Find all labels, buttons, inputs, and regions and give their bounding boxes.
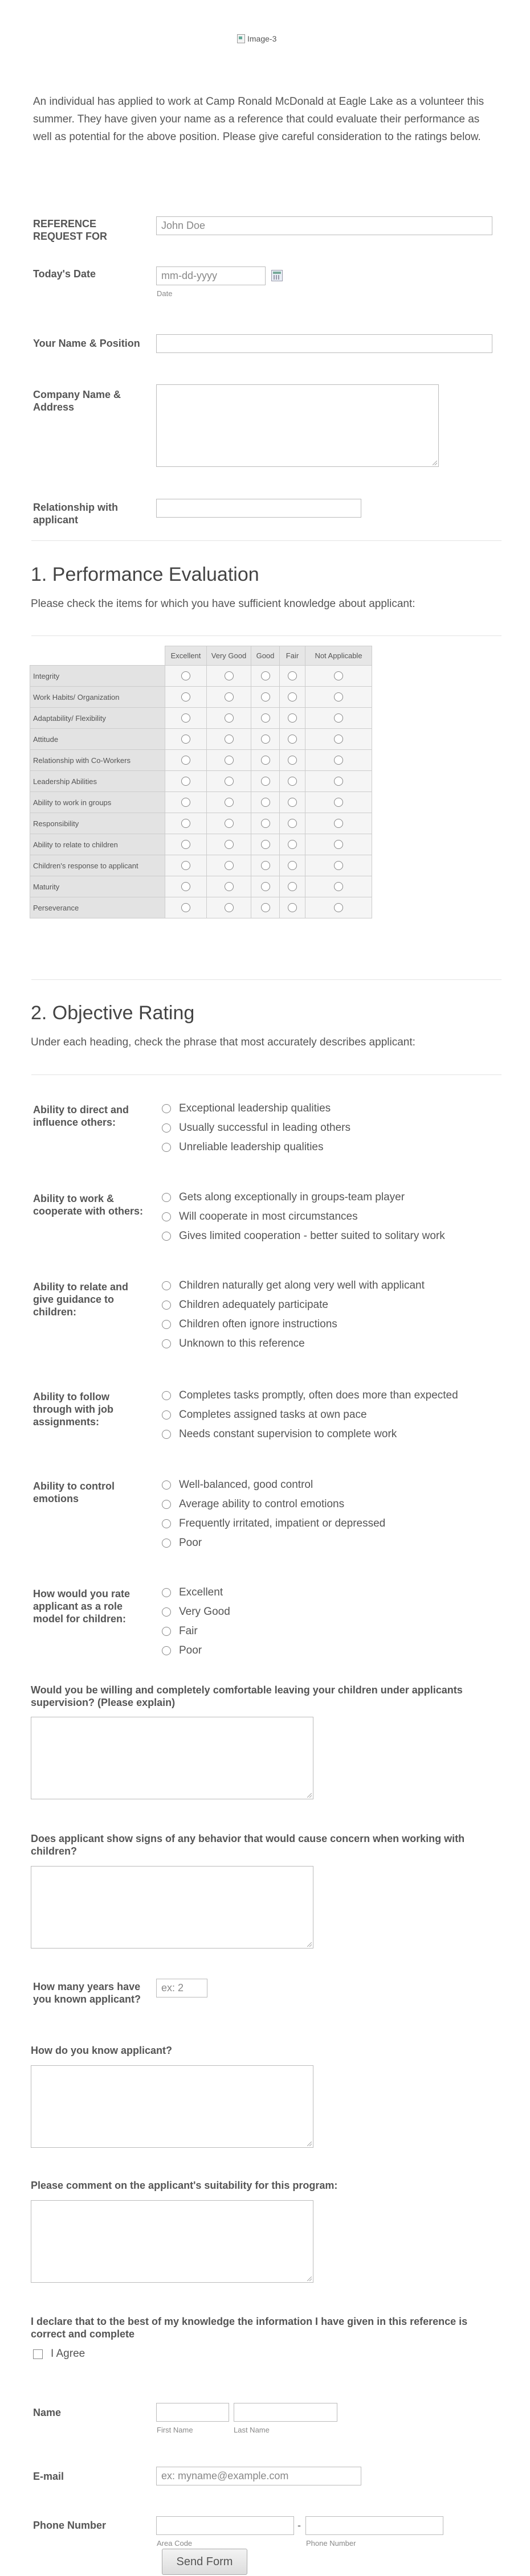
radio-button[interactable] (162, 1627, 171, 1636)
question-label: How would you rate applicant as a role model for children: (33, 1588, 131, 1625)
matrix-row (30, 729, 372, 750)
matrix-cell (207, 855, 251, 876)
radio-option-label: Unreliable leadership qualities (179, 1141, 324, 1153)
intro-text: An individual has applied to work at Camp Ronald McDonald at Eagle Lake as a volunteer this summer. They have given your name as a reference that could evaluate their performance as well as potential for the above position. Please give careful consideration to the ratings below. (33, 96, 484, 143)
divider (31, 635, 502, 636)
radio-button[interactable] (162, 1104, 171, 1113)
question-label: Ability to control emotions (33, 1480, 115, 1504)
section1-title: 1. Performance Evaluation (31, 564, 259, 585)
rating-radio[interactable] (288, 692, 297, 702)
radio-option[interactable] (162, 1099, 331, 1118)
supervision-textarea[interactable] (31, 1717, 313, 1799)
radio-option-label: Well-balanced, good control (179, 1478, 313, 1491)
matrix-cell (280, 813, 305, 834)
matrix-cell (165, 771, 207, 792)
matrix-cell (280, 834, 305, 855)
radio-option-label: Gives limited cooperation - better suited to solitary work (179, 1229, 445, 1242)
rating-radio[interactable] (181, 777, 190, 786)
rating-radio[interactable] (225, 777, 234, 786)
section2-desc: Under each heading, check the phrase that most accurately describes applicant: (31, 1036, 415, 1048)
matrix-row-label: Perseverance (30, 897, 165, 918)
matrix-cell (305, 834, 372, 855)
rating-radio[interactable] (334, 713, 343, 723)
send-form-button[interactable]: Send Form (162, 2549, 247, 2575)
rating-radio[interactable] (181, 882, 190, 891)
matrix-cell (165, 855, 207, 876)
matrix-row-label: Leadership Abilities (30, 771, 165, 792)
radio-button[interactable] (162, 1480, 171, 1490)
matrix-cell (207, 771, 251, 792)
radio-option[interactable] (162, 1495, 344, 1513)
agree-checkbox[interactable] (33, 2349, 43, 2359)
matrix-row (30, 813, 372, 834)
radio-button[interactable] (162, 1646, 171, 1655)
matrix-row-label: Ability to work in groups (30, 792, 165, 813)
radio-option-label: Children adequately participate (179, 1298, 328, 1311)
matrix-row (30, 666, 372, 687)
matrix-row-label: Attitude (30, 729, 165, 750)
matrix-cell (165, 729, 207, 750)
matrix-cell (251, 855, 280, 876)
matrix-row-label: Relationship with Co-Workers (30, 750, 165, 771)
area-code-sublabel: Area Code (157, 2539, 193, 2548)
radio-button[interactable] (162, 1539, 171, 1548)
radio-option[interactable] (162, 1405, 367, 1424)
radio-option-label: Unknown to this reference (179, 1337, 305, 1349)
matrix-cell (251, 813, 280, 834)
radio-button[interactable] (162, 1519, 171, 1528)
rating-radio[interactable] (261, 861, 270, 870)
matrix-row (30, 792, 372, 813)
relationship-input[interactable] (156, 499, 361, 518)
matrix-cell (305, 729, 372, 750)
matrix-cell (305, 750, 372, 771)
rating-radio[interactable] (288, 840, 297, 849)
area-code-input[interactable] (156, 2516, 294, 2535)
radio-option[interactable] (162, 1334, 305, 1353)
phone-dash: - (297, 2520, 301, 2531)
rating-radio[interactable] (334, 692, 343, 702)
matrix-cell (165, 750, 207, 771)
matrix-cell (280, 729, 305, 750)
matrix-column-header: Good (251, 646, 280, 666)
matrix-cell (165, 834, 207, 855)
years-label: How many years have you known applicant? (33, 1981, 141, 2005)
matrix-cell (280, 897, 305, 918)
matrix-cell (305, 813, 372, 834)
reference-label: REFERENCE REQUEST FOR (33, 218, 108, 242)
how-know-question: How do you know applicant? (31, 2045, 173, 2056)
first-name-input[interactable] (156, 2403, 229, 2422)
radio-option[interactable] (162, 1475, 313, 1494)
rating-radio[interactable] (225, 819, 234, 828)
how-know-textarea[interactable] (31, 2065, 313, 2148)
matrix-cell (280, 876, 305, 897)
broken-image-icon (237, 34, 245, 43)
radio-option[interactable] (162, 1641, 202, 1660)
rating-radio[interactable] (334, 756, 343, 765)
matrix-row-label: Adaptability/ Flexibility (30, 708, 165, 729)
radio-option[interactable] (162, 1514, 385, 1533)
rating-radio[interactable] (225, 713, 234, 723)
rating-radio[interactable] (181, 819, 190, 828)
company-label: Company Name & Address (33, 389, 121, 413)
matrix-cell (207, 792, 251, 813)
radio-button[interactable] (162, 1430, 171, 1439)
matrix-corner (30, 646, 165, 666)
concern-textarea[interactable] (31, 1866, 313, 1949)
rating-radio[interactable] (181, 671, 190, 680)
matrix-cell (207, 876, 251, 897)
radio-option[interactable] (162, 1386, 458, 1405)
matrix-column-header: Excellent (165, 646, 207, 666)
radio-option-label: Gets along exceptionally in groups-team player (179, 1191, 405, 1203)
radio-option[interactable] (162, 1227, 445, 1245)
rating-radio[interactable] (225, 840, 234, 849)
calendar-icon[interactable] (271, 270, 283, 281)
matrix-row-label: Integrity (30, 666, 165, 687)
rating-radio[interactable] (261, 713, 270, 723)
matrix-row-label: Work Habits/ Organization (30, 687, 165, 708)
agree-option[interactable] (33, 2348, 85, 2360)
matrix-cell (305, 792, 372, 813)
rating-radio[interactable] (181, 756, 190, 765)
rating-radio[interactable] (261, 735, 270, 744)
matrix-column-header: Not Applicable (305, 646, 372, 666)
matrix-cell (251, 729, 280, 750)
matrix-row-label: Children's response to applicant (30, 855, 165, 876)
radio-option[interactable] (162, 1207, 358, 1226)
matrix-cell (305, 666, 372, 687)
radio-button[interactable] (162, 1410, 171, 1420)
radio-button[interactable] (162, 1500, 171, 1509)
question-label: Ability to follow through with job assignments: (33, 1391, 113, 1428)
matrix-cell (207, 834, 251, 855)
matrix-cell (305, 708, 372, 729)
divider (31, 540, 502, 541)
matrix-cell (280, 855, 305, 876)
divider (31, 979, 502, 980)
rating-radio[interactable] (334, 882, 343, 891)
radio-button[interactable] (162, 1339, 171, 1348)
rating-radio[interactable] (225, 882, 234, 891)
suitability-question: Please comment on the applicant's suitability for this program: (31, 2180, 338, 2191)
matrix-cell (251, 666, 280, 687)
rating-radio[interactable] (181, 692, 190, 702)
matrix-column-header: Fair (280, 646, 305, 666)
matrix-cell (207, 666, 251, 687)
matrix-row-label: Ability to relate to children (30, 834, 165, 855)
rating-radio[interactable] (334, 840, 343, 849)
matrix-cell (305, 771, 372, 792)
rating-radio[interactable] (334, 798, 343, 807)
radio-button[interactable] (162, 1607, 171, 1617)
header-image-alt: Image-3 (247, 34, 277, 43)
matrix-cell (207, 687, 251, 708)
matrix-cell (251, 750, 280, 771)
radio-option-label: Completes tasks promptly, often does more than expected (179, 1389, 458, 1401)
name-label: Name (33, 2407, 62, 2418)
radio-option-label: Children often ignore instructions (179, 1318, 337, 1330)
declaration-text: I declare that to the best of my knowledge the information I have given in this reference is correct and complete (31, 2316, 468, 2340)
radio-button[interactable] (162, 1281, 171, 1290)
matrix-cell (165, 813, 207, 834)
radio-button[interactable] (162, 1320, 171, 1329)
rating-radio[interactable] (334, 777, 343, 786)
performance-matrix (30, 646, 372, 918)
matrix-row (30, 771, 372, 792)
rating-radio[interactable] (288, 735, 297, 744)
matrix-cell (280, 750, 305, 771)
matrix-cell (165, 666, 207, 687)
date-sublabel: Date (157, 289, 173, 298)
suitability-textarea[interactable] (31, 2200, 313, 2283)
matrix-row-label: Responsibility (30, 813, 165, 834)
rating-radio[interactable] (334, 903, 343, 912)
rating-radio[interactable] (288, 713, 297, 723)
matrix-cell (251, 834, 280, 855)
rating-radio[interactable] (225, 735, 234, 744)
matrix-cell (207, 708, 251, 729)
matrix-cell (207, 750, 251, 771)
rating-radio[interactable] (225, 861, 234, 870)
rating-radio[interactable] (288, 861, 297, 870)
rating-radio[interactable] (261, 671, 270, 680)
matrix-row-label: Maturity (30, 876, 165, 897)
rating-radio[interactable] (288, 671, 297, 680)
email-input[interactable]: ex: myname@example.com (156, 2467, 361, 2485)
rating-radio[interactable] (261, 756, 270, 765)
question-label: Ability to work & cooperate with others: (33, 1193, 144, 1217)
rating-radio[interactable] (225, 756, 234, 765)
rating-radio[interactable] (261, 882, 270, 891)
radio-option-label: Poor (179, 1536, 202, 1549)
rating-radio[interactable] (288, 819, 297, 828)
your-name-label: Your Name & Position (33, 338, 140, 349)
radio-option-label: Will cooperate in most circumstances (179, 1210, 358, 1223)
radio-option-label: Excellent (179, 1586, 223, 1598)
supervision-question: Would you be willing and completely comfortable leaving your children under applicants supervision? (Please explain) (31, 1684, 463, 1708)
matrix-cell (251, 897, 280, 918)
rating-radio[interactable] (181, 861, 190, 870)
rating-radio[interactable] (261, 903, 270, 912)
matrix-cell (165, 792, 207, 813)
phone-label: Phone Number (33, 2520, 107, 2531)
rating-radio[interactable] (261, 840, 270, 849)
radio-option[interactable] (162, 1622, 198, 1640)
rating-radio[interactable] (225, 903, 234, 912)
matrix-row (30, 855, 372, 876)
rating-radio[interactable] (288, 756, 297, 765)
radio-option-label: Fair (179, 1625, 198, 1637)
rating-radio[interactable] (181, 735, 190, 744)
matrix-cell (165, 687, 207, 708)
radio-option[interactable] (162, 1276, 425, 1295)
question-label: Ability to direct and influence others: (33, 1104, 129, 1128)
rating-radio[interactable] (225, 671, 234, 680)
rating-radio[interactable] (288, 903, 297, 912)
radio-option-label: Average ability to control emotions (179, 1498, 345, 1510)
radio-option[interactable] (162, 1583, 223, 1602)
rating-radio[interactable] (334, 861, 343, 870)
rating-radio[interactable] (261, 798, 270, 807)
radio-option-label: Children naturally get along very well with applicant (179, 1279, 425, 1291)
agree-label: I Agree (51, 2348, 85, 2360)
radio-button[interactable] (162, 1143, 171, 1152)
rating-radio[interactable] (334, 735, 343, 744)
matrix-row (30, 897, 372, 918)
radio-option-label: Poor (179, 1644, 202, 1656)
matrix-column-header: Very Good (207, 646, 251, 666)
radio-button[interactable] (162, 1123, 171, 1133)
matrix-cell (280, 771, 305, 792)
radio-option-label: Usually successful in leading others (179, 1121, 350, 1134)
matrix-cell (165, 876, 207, 897)
radio-option-label: Needs constant supervision to complete work (179, 1428, 397, 1440)
company-textarea[interactable] (156, 384, 439, 467)
radio-option-label: Very Good (179, 1605, 230, 1618)
your-name-input[interactable] (156, 334, 492, 353)
matrix-cell (207, 897, 251, 918)
radio-option-label: Completes assigned tasks at own pace (179, 1408, 367, 1421)
rating-radio[interactable] (225, 692, 234, 702)
matrix-cell (251, 687, 280, 708)
date-input[interactable]: mm-dd-yyyy (156, 266, 266, 285)
date-label: Today's Date (33, 268, 96, 280)
rating-radio[interactable] (261, 692, 270, 702)
reference-input[interactable]: John Doe (156, 216, 492, 235)
matrix-cell (305, 855, 372, 876)
radio-button[interactable] (162, 1301, 171, 1310)
radio-option-label: Frequently irritated, impatient or depressed (179, 1517, 386, 1529)
matrix-row (30, 687, 372, 708)
rating-radio[interactable] (261, 777, 270, 786)
matrix-row (30, 876, 372, 897)
matrix-cell (207, 729, 251, 750)
radio-option[interactable] (162, 1315, 337, 1334)
matrix-cell (251, 708, 280, 729)
matrix-cell (280, 687, 305, 708)
phone-number-input[interactable] (305, 2516, 443, 2535)
matrix-cell (251, 771, 280, 792)
header-image (237, 34, 276, 43)
radio-button[interactable] (162, 1391, 171, 1400)
rating-radio[interactable] (334, 671, 343, 680)
radio-button[interactable] (162, 1212, 171, 1221)
matrix-cell (207, 813, 251, 834)
matrix-row (30, 708, 372, 729)
matrix-row (30, 750, 372, 771)
phone-number-sublabel: Phone Number (306, 2539, 356, 2548)
radio-button[interactable] (162, 1193, 171, 1202)
rating-radio[interactable] (288, 882, 297, 891)
radio-option[interactable] (162, 1425, 397, 1443)
radio-option[interactable] (162, 1295, 328, 1314)
radio-button[interactable] (162, 1588, 171, 1597)
years-input[interactable]: ex: 2 (156, 1979, 207, 1997)
matrix-cell (305, 876, 372, 897)
concern-question: Does applicant show signs of any behavior that would cause concern when working with children? (31, 1833, 465, 1857)
matrix-cell (280, 708, 305, 729)
matrix-cell (251, 876, 280, 897)
rating-radio[interactable] (288, 798, 297, 807)
rating-radio[interactable] (181, 713, 190, 723)
last-name-sublabel: Last Name (234, 2426, 270, 2434)
matrix-cell (280, 666, 305, 687)
radio-option-label: Exceptional leadership qualities (179, 1102, 331, 1114)
rating-radio[interactable] (288, 777, 297, 786)
radio-option[interactable] (162, 1602, 230, 1621)
rating-radio[interactable] (181, 840, 190, 849)
radio-option[interactable] (162, 1118, 350, 1137)
matrix-cell (165, 708, 207, 729)
last-name-input[interactable] (234, 2403, 337, 2422)
matrix-cell (305, 897, 372, 918)
email-label: E-mail (33, 2471, 64, 2482)
question-label: Ability to relate and give guidance to children: (33, 1281, 129, 1318)
rating-radio[interactable] (261, 819, 270, 828)
radio-option[interactable] (162, 1533, 202, 1552)
section2-title: 2. Objective Rating (31, 1002, 195, 1024)
rating-radio[interactable] (181, 798, 190, 807)
first-name-sublabel: First Name (157, 2426, 193, 2434)
section1-desc: Please check the items for which you have sufficient knowledge about applicant: (31, 598, 415, 610)
matrix-cell (251, 792, 280, 813)
divider (31, 1074, 502, 1075)
rating-radio[interactable] (334, 819, 343, 828)
radio-button[interactable] (162, 1232, 171, 1241)
radio-option[interactable] (162, 1138, 324, 1156)
rating-radio[interactable] (181, 903, 190, 912)
relationship-label: Relationship with applicant (33, 502, 119, 526)
matrix-cell (280, 792, 305, 813)
matrix-row (30, 834, 372, 855)
matrix-cell (165, 897, 207, 918)
radio-option[interactable] (162, 1188, 405, 1207)
rating-radio[interactable] (225, 798, 234, 807)
matrix-cell (305, 687, 372, 708)
